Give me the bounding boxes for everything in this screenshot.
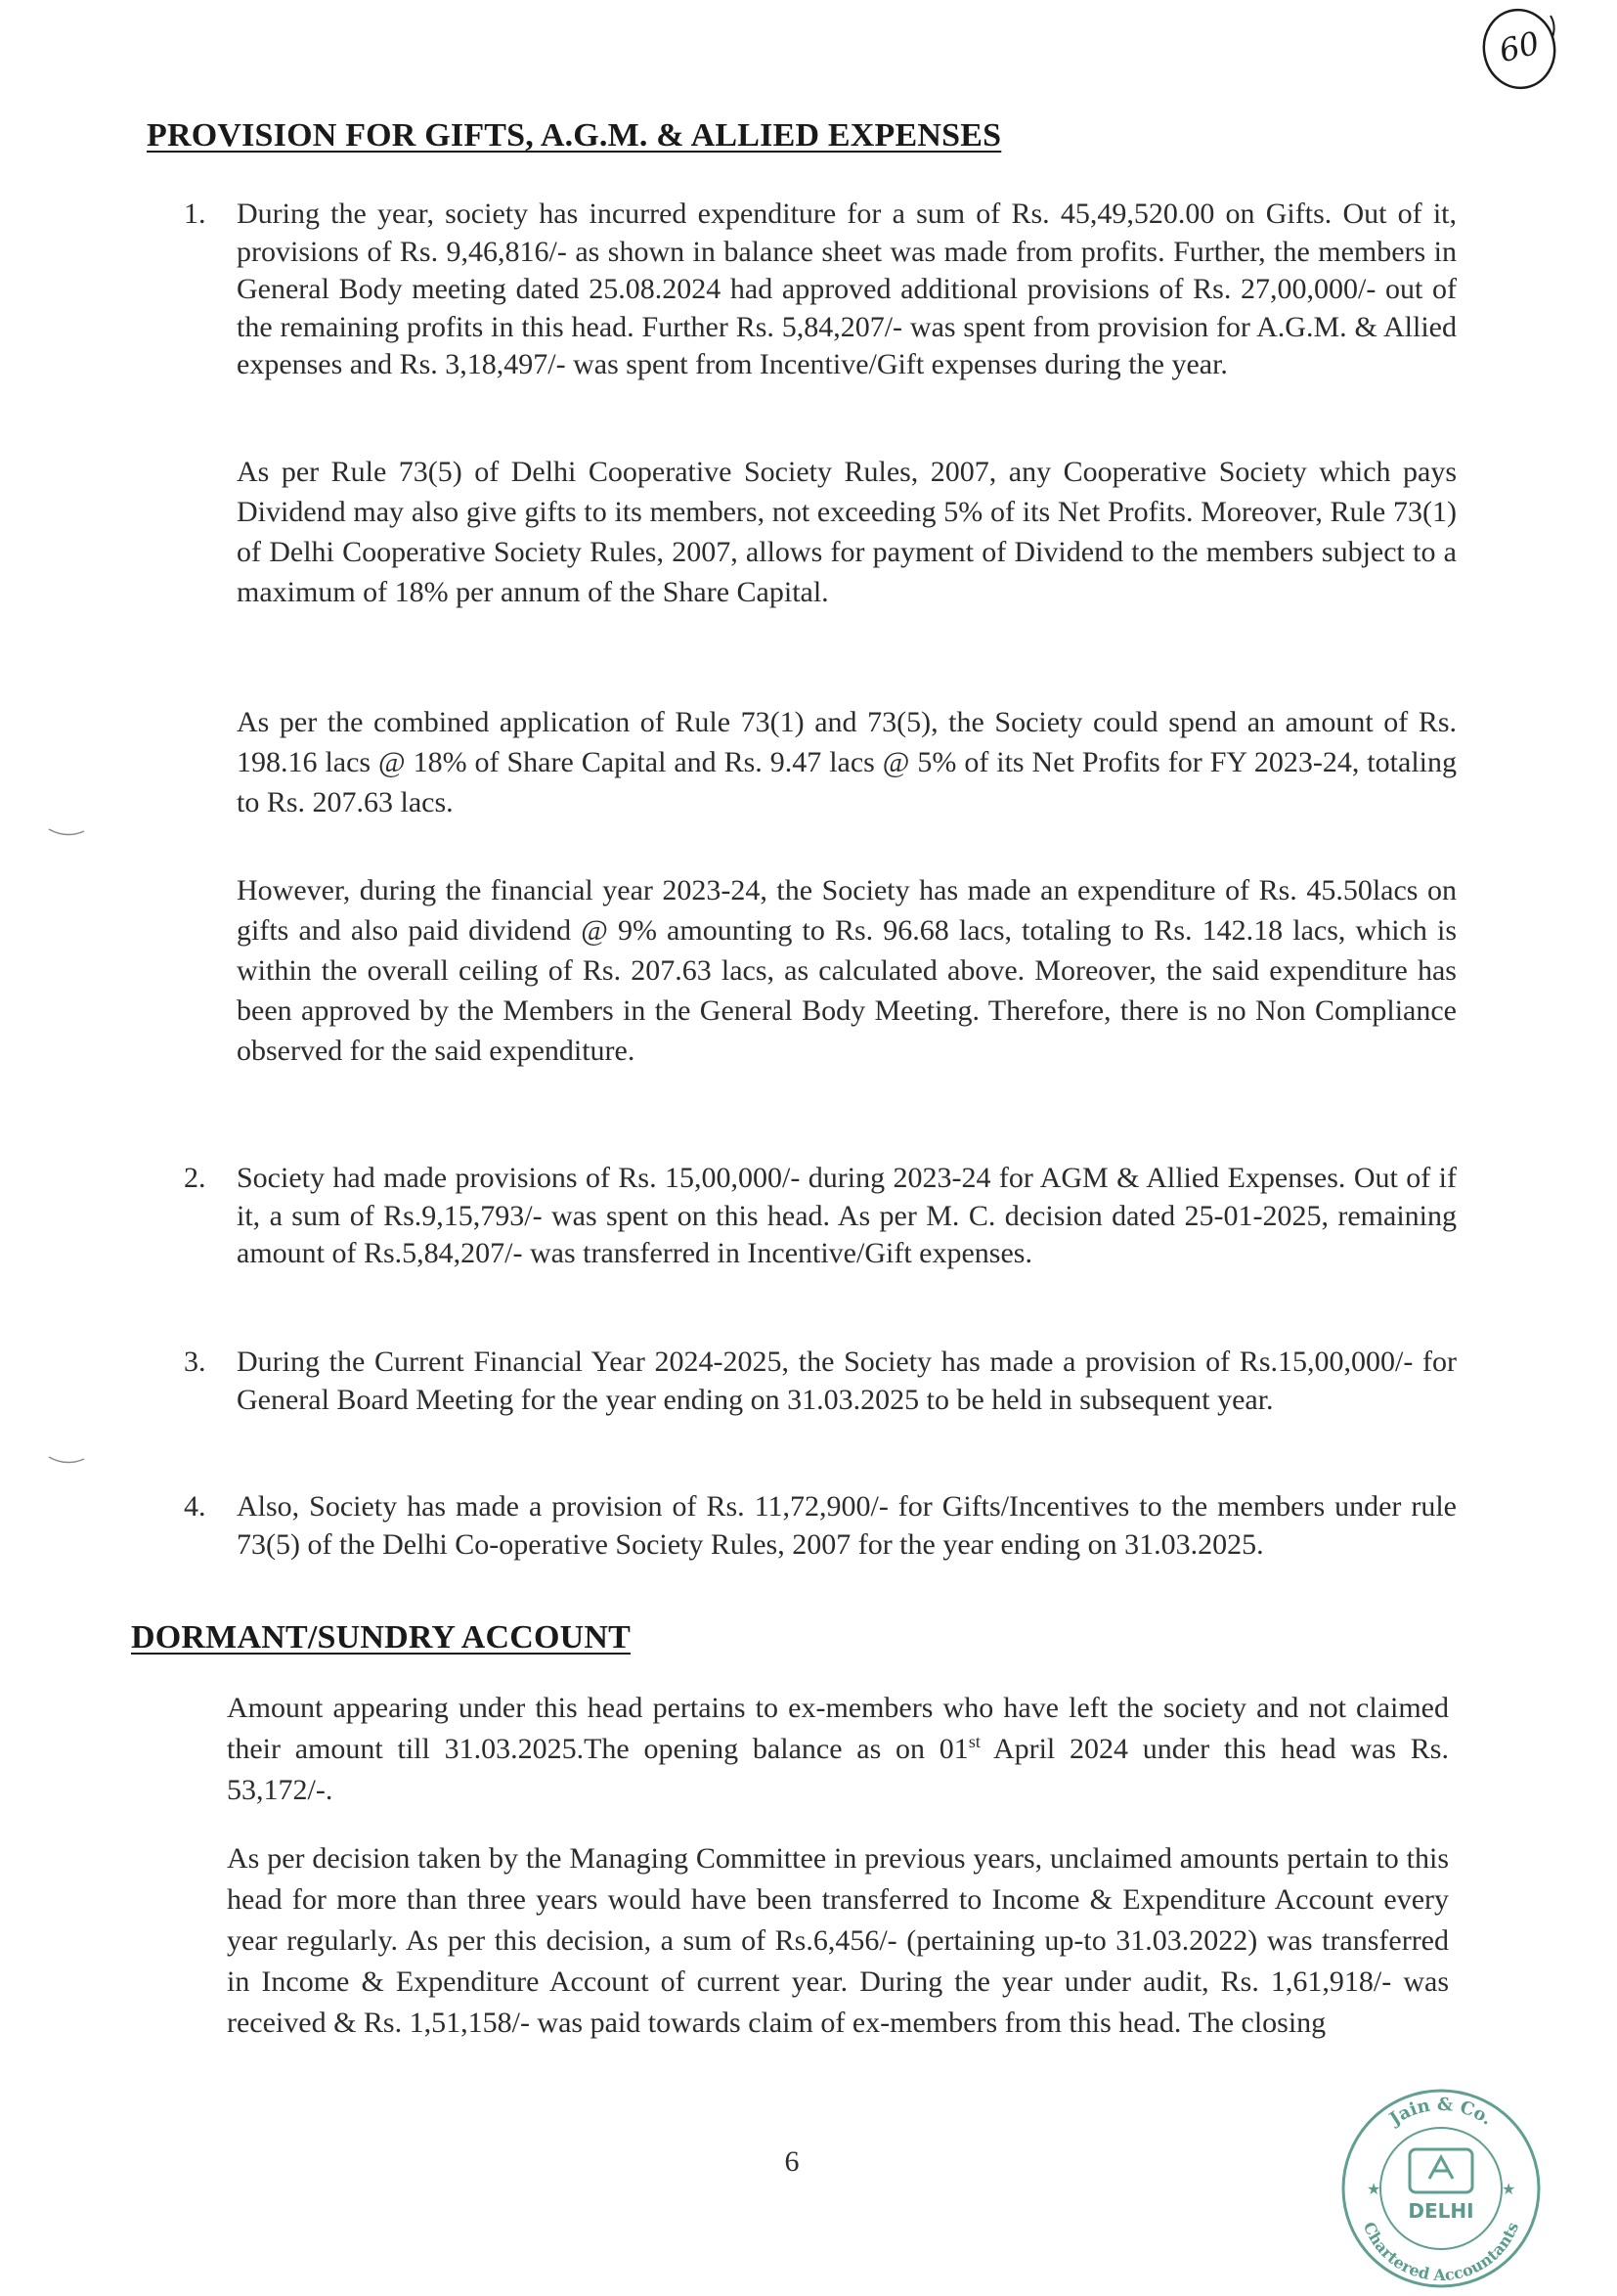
svg-text:★: ★ [1367, 2182, 1381, 2198]
list-item-text: Also, Society has made a provision of Rs. 11,72,900/- for Gifts/Incentives to the members under rule 73(5) of the Delhi Co-operative Society Rules, 2007 for the year ending on 31.03.2025. [237, 1490, 1457, 1561]
stamp-text-bottom: Chartered Accountants [1359, 2219, 1523, 2285]
scan-margin-mark [47, 1455, 86, 1469]
list-number: 3. [184, 1346, 206, 1378]
page-mark-text: 60 [1495, 23, 1544, 70]
paragraph-rule-73: As per Rule 73(5) of Delhi Cooperative Society Rules, 2007, any Cooperative Society which pays Dividend may also give gifts to its members, not exceeding 5% of its Net Profits. Moreover, Rule 73(1) of Delhi Cooperative Society Rules, 2007, allows for payment of Dividend to the members subject to a maximum of 18% per annum of the Share Capital. [237, 456, 1457, 608]
handwritten-page-mark [1474, 2, 1564, 92]
scan-margin-mark [47, 827, 86, 841]
paragraph-text: Amount appearing under this head pertains to ex-members who have left the society and not claimed their amount till 31.03.2025.The opening balance as on 01 [227, 1692, 1449, 1765]
section-heading-dormant-sundry: DORMANT/SUNDRY ACCOUNT [131, 1619, 632, 1656]
paragraph-text: April 2024 under this head was Rs. 53,172/-. [227, 1733, 1449, 1806]
paragraph-dormant-intro [227, 1688, 1449, 1811]
section-heading-gifts-agm: PROVISION FOR GIFTS, A.G.M. & ALLIED EXPENSES [147, 117, 1002, 154]
list-number: 2. [184, 1162, 206, 1194]
page-number: 6 [784, 2145, 800, 2178]
list-number: 4. [184, 1490, 206, 1523]
paragraph-managing-committee-decision: As per decision taken by the Managing Committee in previous years, unclaimed amounts pertain to this head for more than three years would have been transferred to Income & Expenditure Account every year regularly. As per this decision, a sum of Rs.6,456/- (pertaining up-to 31.03.2022) was transferred in Income & Expenditure Account of current year. During the year under audit, Rs. 1,61,918/- was received & Rs. 1,51,158/- was paid towards claim of ex-members from this head. The closing [227, 1842, 1449, 2039]
ordinal-suffix: st [968, 1732, 981, 1751]
paragraph-expenditure-within-ceiling: However, during the financial year 2023-24, the Society has made an expenditure of Rs. 45.50lacs on gifts and also paid dividend @ 9% amounting to Rs. 96.68 lacs, totaling to Rs. 142.18 lacs, which is within the overall ceiling of Rs. 207.63 lacs, as calculated above. Moreover, the said expenditure has been approved by the Members in the General Body Meeting. Therefore, there is no Non Compliance observed for the said expenditure. [237, 874, 1457, 1067]
stamp-text-center: DELHI [1408, 2199, 1474, 2223]
list-item-text: Society had made provisions of Rs. 15,00,000/- during 2023-24 for AGM & Allied Expenses. Out of if it, a sum of Rs.9,15,793/- was spent on this head. As per M. C. decision dated 25-01-2025, remaining amount of Rs.5,84,207/- was transferred in Incentive/Gift expenses. [237, 1162, 1457, 1269]
paragraph-combined-application: As per the combined application of Rule 73(1) and 73(5), the Society could spend an amount of Rs. 198.16 lacs @ 18% of Share Capital and Rs. 9.47 lacs @ 5% of its Net Profits for FY 2023-24, totaling to Rs. 207.63 lacs. [237, 706, 1457, 818]
ca-firm-stamp [1333, 2081, 1549, 2296]
svg-text:★: ★ [1502, 2182, 1516, 2198]
list-item-text: During the Current Financial Year 2024-2025, the Society has made a provision of Rs.15,00,000/- for General Board Meeting for the year ending on 31.03.2025 to be held in subsequent year. [237, 1346, 1457, 1416]
list-number: 1. [184, 198, 206, 230]
stamp-text-top: Jain & Co. [1385, 2094, 1497, 2130]
list-item-text: During the year, society has incurred expenditure for a sum of Rs. 45,49,520.00 on Gifts. Out of it, provisions of Rs. 9,46,816/- as shown in balance sheet was made from profits. Further, the members in General Body meeting dated 25.08.2024 had approved additional provisions of Rs. 27,00,000/- out of the remaining profits in this head. Further Rs. 5,84,207/- was spent from provision for A.G.M. & Allied expenses and Rs. 3,18,497/- was spent from Incentive/Gift expenses during the year. [237, 198, 1457, 380]
